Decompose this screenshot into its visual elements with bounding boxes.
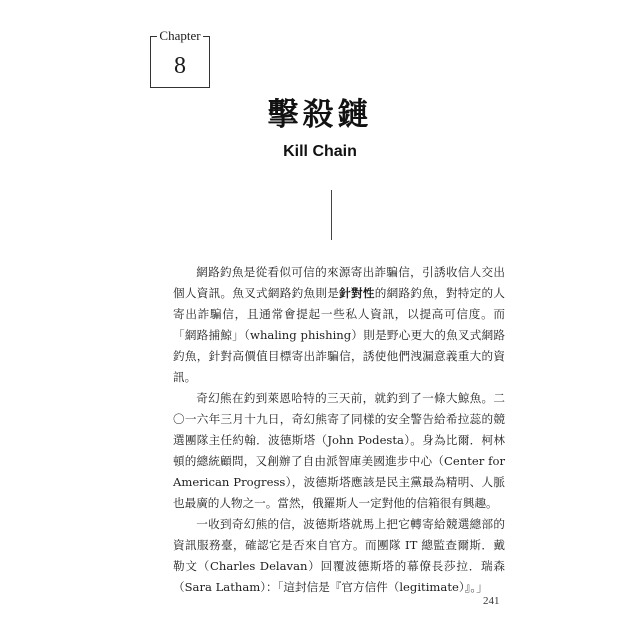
vertical-divider xyxy=(331,190,332,240)
paragraph-2 xyxy=(173,388,505,514)
chapter-title-english: Kill Chain xyxy=(283,143,357,160)
page-number: 241 xyxy=(483,595,500,607)
chapter-box xyxy=(150,28,210,88)
paragraph-1 xyxy=(173,262,505,388)
paragraph-2-text: 奇幻熊在釣到萊恩哈特的三天前，就釣到了一條大鯨魚。二〇一六年三月十九日，奇幻熊寄了同樣的安全警告給希拉蕊的競選團隊主任約翰．波德斯塔（John Podesta）。身為比爾．柯林頓的總統顧問，又創辦了自由派智庫美國進步中心（Center for American Progress），波德斯塔應該是民主黨最為精明、人脈也最廣的人物之一。當然，俄羅斯人一定對他的信箱很有興趣。 xyxy=(173,391,505,510)
chapter-number: 8 xyxy=(174,53,186,79)
paragraph-3-text: 一收到奇幻熊的信，波德斯塔就馬上把它轉寄給競選總部的資訊服務臺，確認它是否來自官方。而團隊 IT 總監查爾斯．戴勒文（Charles Delavan）回覆波德斯塔的幕僚長莎拉．瑞森（Sara Latham）：「這封信是『官方信件（legitimate）』。」 xyxy=(173,517,505,594)
paragraph-1-part-2: 的網路釣魚，對特定的人寄出詐騙信，且通常會提起一些私人資訊，以提高可信度。而「網路捕鯨」（whaling phishing）則是野心更大的魚叉式網路釣魚，針對高價值目標寄出詐騙信，誘使他們洩漏意義重大的資訊。 xyxy=(173,286,505,384)
paragraph-1-emphasis: 針對性 xyxy=(339,286,375,300)
paragraph-1-part-1: 網路釣魚是從看似可信的來源寄出詐騙信，引誘收信人交出個人資訊。魚叉式網路釣魚則是 xyxy=(173,265,505,300)
chapter-title-chinese: 擊殺鏈 xyxy=(267,97,373,133)
paragraph-3 xyxy=(173,514,505,598)
chapter-label: Chapter xyxy=(159,28,201,43)
body-text xyxy=(173,262,505,598)
